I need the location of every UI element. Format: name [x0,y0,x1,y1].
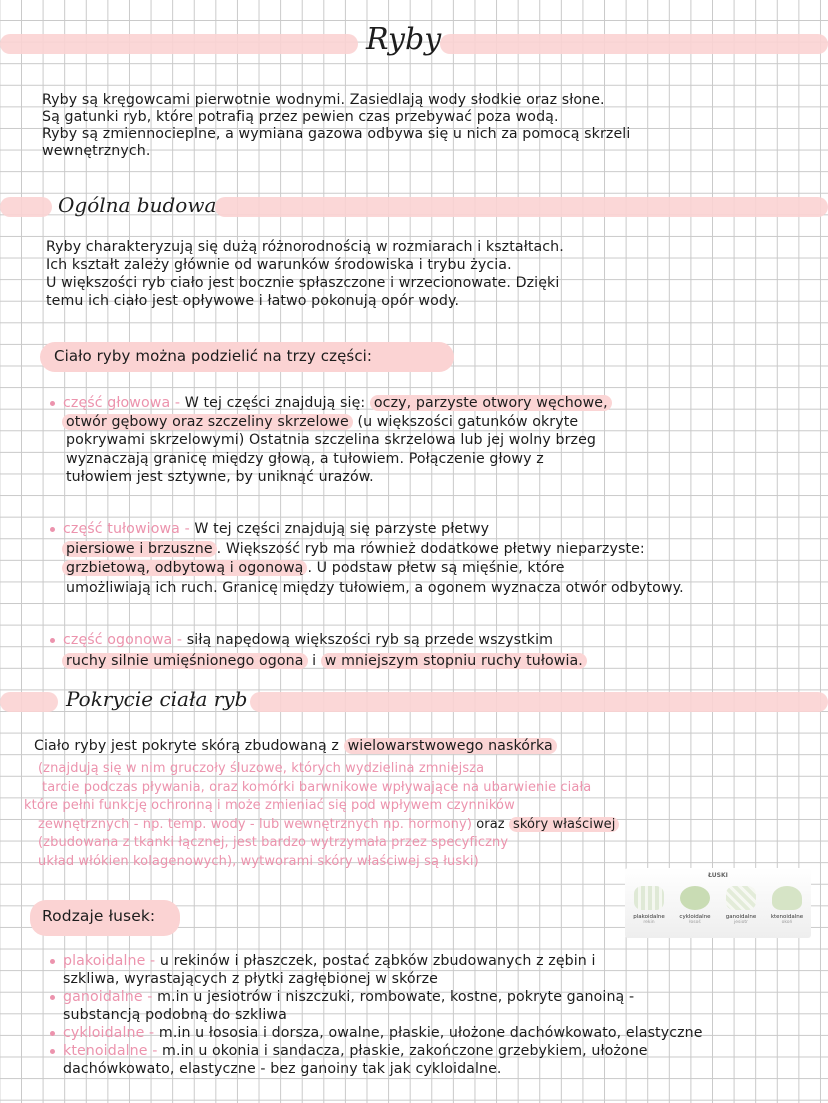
general-line: Ryby charakteryzują się dużą różnorodnością w rozmiarach i kształtach. [46,239,564,255]
note-line: (zbudowana z tkanki łącznej, jest bardzo wytrzymała przez specyficzny [38,835,509,850]
scale-cykloidalne [673,886,717,925]
part-torso [50,520,684,598]
scale-desc: u rekinów i płaszczek, postać ząbków zbudowanych z zębin i [159,953,596,969]
scale-desc: dachówkowato, elastyczne - bez ganoiny tak jak cykloidalne. [63,1061,502,1077]
section-bar-left [0,692,58,712]
part-text: W tej części znajdują się: [184,395,370,411]
intro-line: Ryby są zmiennocieplne, a wymiana gazowa odbywa się u nich za pomocą skrzeli [42,126,631,142]
bullet-icon [50,638,55,643]
placoid-scale-image [634,886,664,910]
scale-ktenoidalne [765,886,809,925]
part-text: W tej części znajdują się parzyste płetwy [194,521,490,537]
covering-line: Ciało ryby jest pokryte skórą zbudowaną z [34,738,344,754]
note-line: tarcie podczas pływania, oraz komórki barwnikowe wpływające na ubarwienie ciała [42,779,592,795]
general-line: temu ich ciało jest opływowe i łatwo pokonują opór wody. [46,293,460,309]
part-head [50,394,612,487]
scale-plakoidalne [627,886,671,925]
note-line: zewnętrznych - np. temp. wody - lub wewnętrznych np. hormony) [38,816,472,832]
covering-text [34,738,557,755]
scale-desc: szkliwa, wyrastających z płytki zagłębionej w skórze [63,971,438,987]
ganoid-scale-image [726,886,756,910]
scale-ganoidalne [719,886,763,925]
bullet-icon [50,401,55,406]
scale-sub: jesiotr [734,920,748,925]
section-heading-general: Ogólna budowa [58,193,217,217]
section-bar-left [0,197,52,217]
bullet-icon [50,1049,55,1054]
intro-line: wewnętrznych. [42,143,151,159]
section-bar-right [215,197,828,217]
bullet-icon [50,527,55,532]
cycloid-scale-image [680,886,710,910]
part-text: siłą napędową większości ryb są przede wszystkim [186,632,554,648]
highlighted-text: skóry właściwej [509,817,620,832]
scale-types-list [50,952,703,1078]
scale-sub: rekin [643,920,655,925]
bullet-icon [50,959,55,964]
highlighted-text: oczy, parzyste otwory węchowe, [370,395,612,411]
covering-notes [24,760,619,871]
scale-desc: substancją podobną do szkliwa [63,1007,287,1023]
scale-term: ktenoidalne - [63,1043,158,1059]
intro-line: Ryby są kręgowcami pierwotnie wodnymi. Zasiedlają wody słodkie oraz słone. [42,92,605,108]
scale-name: ktenoidalne [770,914,804,920]
highlighted-text: wielowarstwowego naskórka [344,738,557,754]
part-term: część głowowa - [63,395,181,411]
scale-name: cykloidalne [679,914,711,920]
scale-sub: łosoś [689,920,701,925]
scale-name: plakoidalne [633,914,665,920]
intro-text [42,92,630,160]
bullet-icon [50,995,55,1000]
page-title: Ryby [366,22,442,57]
scale-sub: okoń [781,920,793,925]
highlighted-text: ruchy silnie umięśnionego ogona [62,653,308,669]
part-text: umożliwiają ich ruch. Granicę między tułowiem, a ogonem wyznacza otwór odbytowy. [66,579,684,596]
scale-term: cykloidalne - [63,1025,155,1041]
scale-term: plakoidalne - [63,953,156,969]
title-bar-right [440,34,828,54]
callout-text: Ciało ryby można podzielić na trzy części: [54,347,373,365]
part-text: tułowiem jest sztywne, by uniknąć urazów. [66,469,374,485]
highlighted-text: piersiowe i brzuszne [62,541,217,557]
figure-caption: ŁUSKI [708,872,728,879]
part-text: wyznaczają granicę między głową, a tułowiem. Połączenie głowy z [66,450,544,467]
bullet-icon [50,1031,55,1036]
part-text: . U podstaw płetw są mięśnie, które [307,560,565,576]
section-heading-scales: Rodzaje łusek: [42,907,156,925]
title-bar-left [0,34,358,54]
scales-figure [625,868,811,938]
note-line: układ włókien kolagenowych), wytworami skóry właściwej są łuski) [38,853,479,869]
part-text: pokrywami skrzelowymi) Ostatnia szczelina skrzelowa lub jej wolny brzeg [66,432,597,448]
section-bar-right [250,692,828,712]
general-text [46,238,564,310]
section-heading-covering: Pokrycie ciała ryb [66,687,248,711]
scale-term: ganoidalne - [63,989,153,1005]
intro-line: Są gatunki ryb, które potrafią przez pewien czas przebywać poza wodą. [42,109,559,125]
part-term: część ogonowa - [63,632,183,648]
scale-desc: m.in u łososia i dorsza, owalne, płaskie, ułożone dachówkowato, elastyczne [158,1025,703,1041]
part-term: część tułowiowa - [63,521,190,537]
covering-line: oraz [472,816,509,832]
note-line: które pełni funkcję ochronną i może zmieniać się pod wpływem czynników [24,798,515,813]
part-text: (u większości gatunków okryte [352,413,579,430]
highlighted-text: otwór gębowy oraz szczeliny skrzelowe [62,414,353,430]
scale-name: ganoidalne [725,914,757,920]
part-text: . Większość ryb ma również dodatkowe płetwy nieparzyste: [216,540,645,557]
scale-desc: m.in u jesiotrów i niszczuki, rombowate, kostne, pokryte ganoiną - [157,989,635,1005]
general-line: Ich kształt zależy głównie od warunków środowiska i trybu życia. [46,257,512,273]
part-tail [50,630,587,672]
general-line: U większości ryb ciało jest bocznie spłaszczone i wrzecionowate. Dzięki [46,275,560,291]
highlighted-text: w mniejszym stopniu ruchy tułowia. [321,653,587,669]
scale-desc: m.in u okonia i sandacza, płaskie, zakończone grzebykiem, ułożone [162,1043,648,1059]
note-line: (znajdują się w nim gruczoły śluzowe, których wydzielina zmniejsza [38,761,485,776]
highlighted-text: grzbietową, odbytową i ogonową [62,560,307,576]
part-text: i [307,653,321,669]
ctenoid-scale-image [772,886,802,910]
